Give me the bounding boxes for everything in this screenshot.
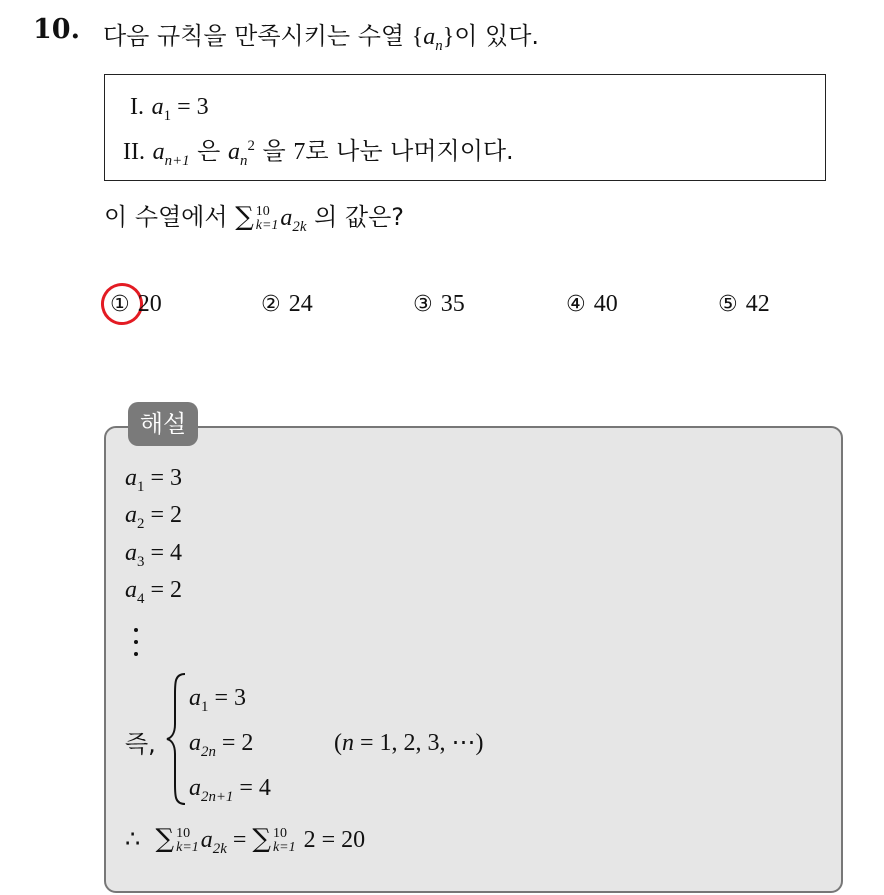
question-text: 다음 규칙을 만족시키는 수열 $\{a_n\}$이 있다. — [103, 22, 540, 54]
rule-1: I. $a_1 = 3$ — [130, 94, 209, 124]
case-line-1: $a_1 = 3$ — [189, 685, 246, 715]
choice-2[interactable]: ② 24 — [261, 291, 313, 317]
solution-tag: 해설 — [128, 402, 198, 446]
choice-4[interactable]: ④ 40 — [566, 291, 618, 317]
rule-2: II. $a_{n+1}$ 은 $a_n^2$ 을 7로 나눈 나머지이다. — [123, 137, 514, 169]
solution-line-3: $a_3 = 4$ — [125, 540, 182, 570]
solution-line-1: $a_1 = 3$ — [125, 465, 182, 495]
left-brace — [165, 672, 187, 806]
choice-5[interactable]: ⑤ 42 — [718, 291, 770, 317]
conclusion-line: ∴ ∑ 10 k=1 $a_{2k}$ = ∑ 10 k=1 2 = 20 — [125, 824, 366, 857]
vertical-dots — [131, 626, 141, 658]
solution-line-2: $a_2 = 2$ — [125, 502, 182, 532]
solution-line-4: $a_4 = 2$ — [125, 577, 182, 607]
choice-1[interactable]: ① 20 — [110, 291, 162, 317]
case-line-3: $a_{2n+1} = 4$ — [189, 775, 271, 805]
case-condition: (n = 1, 2, 3, ⋯) — [334, 730, 484, 756]
choice-3[interactable]: ③ 35 — [413, 291, 465, 317]
solution-box — [104, 426, 843, 893]
question-number: 10. — [33, 14, 80, 45]
question-ask: 이 수열에서 ∑ 10 k=1 $a_{2k}$ 의 값은? — [104, 202, 405, 235]
so-label: 즉, — [125, 730, 156, 758]
case-line-2: $a_{2n} = 2$ — [189, 730, 254, 760]
